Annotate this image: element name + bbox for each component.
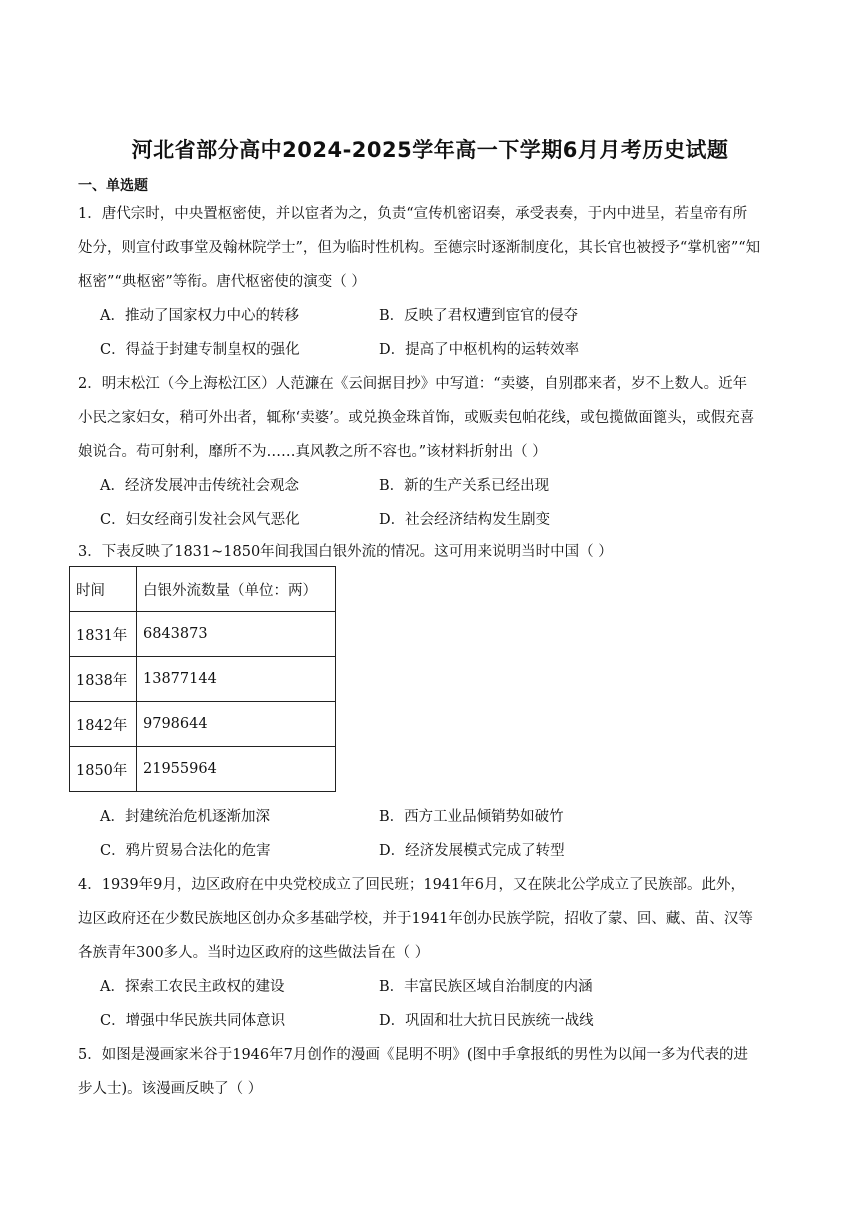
silver-outflow-table — [69, 566, 336, 792]
q5-line-2: 步人士)。该漫画反映了（ ） — [78, 1081, 263, 1097]
q1-line-3: 枢密”“典枢密”等衔。唐代枢密使的演变（ ） — [78, 274, 366, 290]
q2-option-a[interactable]: A．经济发展冲击传统社会观念 — [100, 478, 299, 494]
q4-option-a[interactable]: A．探索工农民主政权的建设 — [100, 979, 285, 995]
q4-line-3: 各族青年300多人。当时边区政府的这些做法旨在（ ） — [78, 945, 430, 961]
q4-option-b[interactable]: B．丰富民族区域自治制度的内涵 — [379, 979, 593, 995]
q2-line-1: 2．明末松江（今上海松江区）人范濂在《云间据目抄》中写道：“卖婆，自别郡来者，岁不上数人。近年 — [78, 376, 748, 392]
table-cell-year: 1831年 — [70, 612, 137, 657]
q3-option-c[interactable]: C．鸦片贸易合法化的危害 — [100, 843, 271, 859]
q1-option-c[interactable]: C．得益于封建专制皇权的强化 — [100, 342, 300, 358]
q1-option-a[interactable]: A．推动了国家权力中心的转移 — [100, 308, 299, 324]
table-header-cell: 白银外流数量（单位：两） — [137, 567, 336, 612]
q2-option-b[interactable]: B．新的生产关系已经出现 — [379, 478, 550, 494]
table-header-cell: 时间 — [70, 567, 137, 612]
table-cell-amount: 21955964 — [137, 747, 336, 792]
table-cell-amount: 9798644 — [137, 702, 336, 747]
q4-option-d[interactable]: D．巩固和壮大抗日民族统一战线 — [379, 1013, 594, 1029]
table-row — [70, 657, 336, 702]
q2-option-d[interactable]: D．社会经济结构发生剧变 — [379, 512, 551, 528]
table-row — [70, 747, 336, 792]
q3-option-b[interactable]: B．西方工业品倾销势如破竹 — [379, 809, 564, 825]
q2-option-c[interactable]: C．妇女经商引发社会风气恶化 — [100, 512, 300, 528]
q4-option-c[interactable]: C．增强中华民族共同体意识 — [100, 1013, 286, 1029]
q4-line-1: 4．1939年9月，边区政府在中央党校成立了回民班；1941年6月，又在陕北公学成立了民族部。此外， — [78, 877, 745, 893]
q3-option-d[interactable]: D．经济发展模式完成了转型 — [379, 843, 565, 859]
table-cell-amount: 13877144 — [137, 657, 336, 702]
section-heading: 一、单选题 — [78, 178, 148, 194]
q1-option-b[interactable]: B．反映了君权遭到宦官的侵夺 — [379, 308, 579, 324]
table-cell-amount: 6843873 — [137, 612, 336, 657]
q3-option-a[interactable]: A．封建统治危机逐渐加深 — [100, 809, 270, 825]
q2-line-2: 小民之家妇女，稍可外出者，辄称‘卖婆’。或兑换金珠首饰，或贩卖包帕花线，或包揽做面篦头，或假充喜 — [78, 410, 755, 426]
q2-line-3: 娘说合。苟可射利，靡所不为……真风教之所不容也。”该材料折射出（ ） — [78, 444, 547, 460]
q4-line-2: 边区政府还在少数民族地区创办众多基础学校，并于1941年创办民族学院，招收了蒙、回、藏、苗、汉等 — [78, 911, 753, 927]
q1-line-1: 1．唐代宗时，中央置枢密使，并以宦者为之，负责“宣传机密诏奏，承受表奏，于内中进呈，若皇帝有所 — [78, 206, 748, 222]
q1-line-2: 处分，则宣付政事堂及翰林院学士”，但为临时性机构。至德宗时逐渐制度化，其长官也被授予“掌机密”“知 — [78, 240, 761, 256]
q5-line-1: 5．如图是漫画家米谷于1946年7月创作的漫画《昆明不明》(图中手拿报纸的男性为以闻一多为代表的进 — [78, 1047, 749, 1063]
table-header-row — [70, 567, 336, 612]
table-cell-year: 1842年 — [70, 702, 137, 747]
table-cell-year: 1838年 — [70, 657, 137, 702]
table-cell-year: 1850年 — [70, 747, 137, 792]
q1-option-d[interactable]: D．提高了中枢机构的运转效率 — [379, 342, 580, 358]
table-row — [70, 702, 336, 747]
q3-line-1: 3．下表反映了1831~1850年间我国白银外流的情况。这可用来说明当时中国（ ） — [78, 544, 613, 560]
exam-title: 河北省部分高中2024-2025学年高一下学期6月月考历史试题 — [131, 138, 729, 162]
table-row — [70, 612, 336, 657]
